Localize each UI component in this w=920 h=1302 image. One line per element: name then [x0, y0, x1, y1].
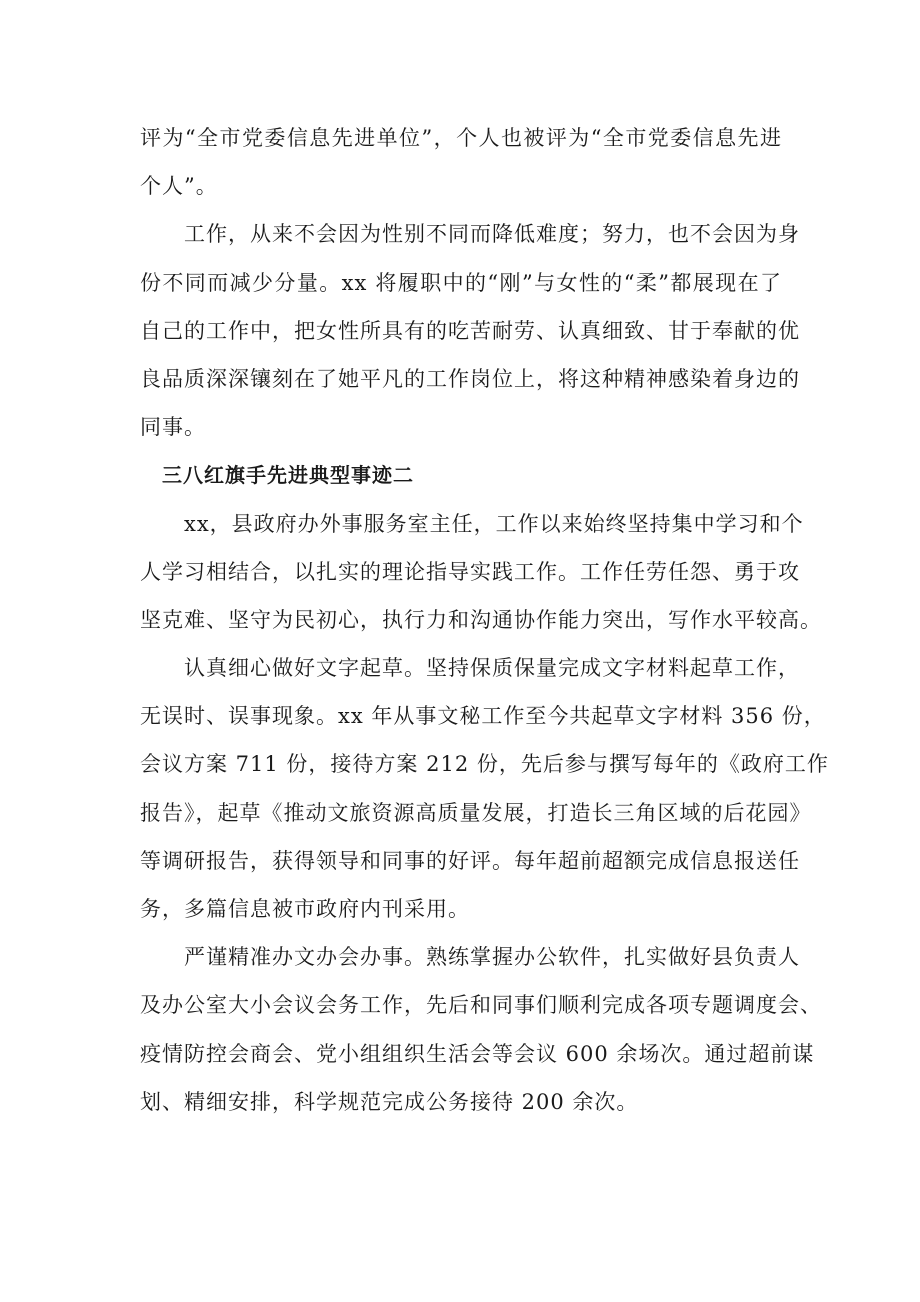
- text-line: 及办公室大小会议会务工作，先后和同事们顺利完成各项专题调度会、: [140, 993, 822, 1018]
- text-line: 自己的工作中，把女性所具有的吃苦耐劳、认真细致、甘于奉献的优: [140, 318, 800, 343]
- text-line: 个人”。: [140, 174, 218, 199]
- text-line: 会议方案 711 份，接待方案 212 份，先后参与撰写每年的《政府工作: [140, 752, 829, 777]
- text-line: 认真细心做好文字起草。坚持保质保量完成文字材料起草工作，: [184, 656, 800, 681]
- text-line: 份不同而减少分量。xx 将履职中的“刚”与女性的“柔”都展现在了: [140, 270, 782, 295]
- text-line: 人学习相结合，以扎实的理论指导实践工作。工作任劳任怨、勇于攻: [140, 559, 800, 584]
- text-line: 严谨精准办文办会办事。熟练掌握办公软件，扎实做好县负责人: [184, 945, 800, 970]
- text-line: 报告》，起草《推动文旅资源高质量发展，打造长三角区域的后花园》: [140, 800, 812, 825]
- text-line: 同事。: [140, 415, 206, 440]
- text-line: 疫情防控会商会、党小组组织生活会等会议 600 余场次。通过超前谋: [140, 1041, 815, 1066]
- text-line: 评为“全市党委信息先进单位”，个人也被评为“全市党委信息先进: [140, 126, 782, 150]
- text-line: 划、精细安排，科学规范完成公务接待 200 余次。: [140, 1089, 639, 1114]
- paragraph-meetings: [140, 937, 822, 1130]
- text-line: 坚克难、坚守为民初心，执行力和沟通协作能力突出，写作水平较高。: [140, 607, 822, 632]
- text-line: 工作，从来不会因为性别不同而降低难度；努力，也不会因为身: [184, 222, 800, 247]
- text-line: xx，县政府办外事服务室主任，工作以来始终坚持集中学习和个: [184, 511, 804, 536]
- paragraph-award: [140, 118, 782, 214]
- paragraph-work: [140, 214, 800, 455]
- section-heading: 三八红旗手先进典型事迹二: [162, 463, 414, 488]
- paragraph-intro: [140, 504, 822, 649]
- text-line: 等调研报告，获得领导和同事的好评。每年超前超额完成信息报送任: [140, 848, 800, 873]
- text-line: 务，多篇信息被市政府内刊采用。: [140, 897, 470, 921]
- text-line: 良品质深深镶刻在了她平凡的工作岗位上，将这种精神感染着身边的: [140, 366, 800, 391]
- text-line: 无误时、误事现象。xx 年从事文秘工作至今共起草文字材料 356 份，: [140, 704, 826, 729]
- document-page: [140, 118, 829, 1130]
- paragraph-drafting: [140, 648, 829, 937]
